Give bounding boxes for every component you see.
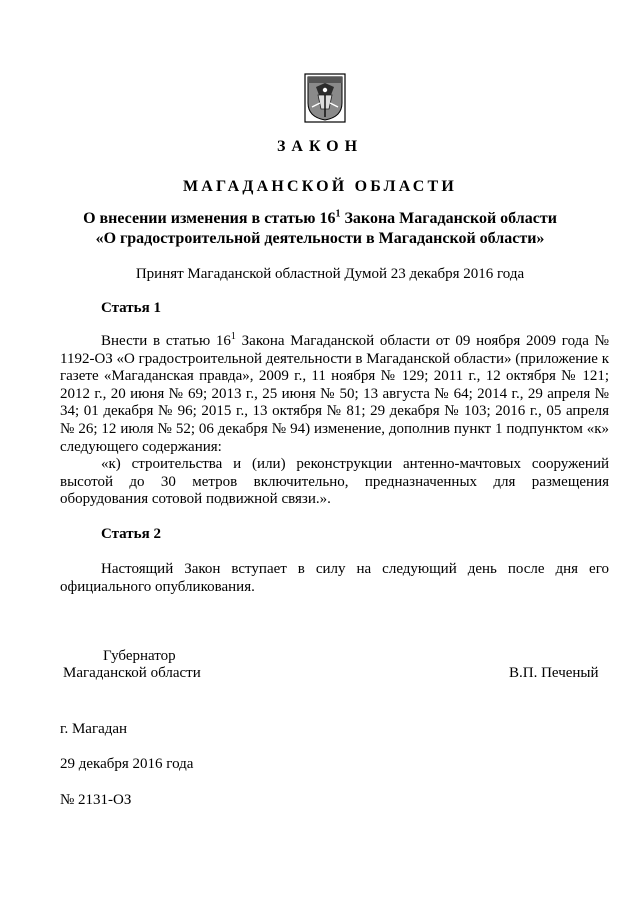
signatory-position: Губернатор	[103, 648, 176, 664]
superscript: 1	[335, 208, 341, 220]
article-2-body	[60, 561, 609, 596]
law-subtitle	[0, 209, 640, 249]
paragraph-text: Закона Магаданской области от 09 ноября 2009 года № 1192-ОЗ «О градостроительной деятельности в Магаданской области» (приложение к газете «Магаданская правда», 2009 г., 11 ноября № 129; 2011 г., 12 октября № 121; 2012 г., 20 июня № 69; 2013 г., 25 июня № 50; 13 августа № 64; 2014 г., 29 апреля № 34; 01 декабря № 96; 2015 г., 13 октября № 81; 29 декабря № 103; 2016 г., 05 апреля № 26; 12 июля № 52; 06 декабря № 94) изменение, дополнив пункт 1 подпунктом «к» следующего содержания:	[60, 333, 609, 455]
paragraph-text: Внести в статью 16	[101, 333, 231, 349]
signing-date: 29 декабря 2016 года	[60, 756, 194, 772]
article-1-body	[60, 333, 609, 509]
magadan-coat-of-arms-icon	[304, 73, 346, 123]
signatory-region: Магаданской области	[63, 665, 201, 681]
law-title: ЗАКОН	[276, 138, 364, 155]
subtitle-text: О внесении изменения в статью 16	[83, 210, 336, 227]
subtitle-line-1	[0, 209, 640, 229]
region-title: МАГАДАНСКОЙ ОБЛАСТИ	[182, 178, 458, 195]
law-number: № 2131-ОЗ	[60, 792, 132, 808]
subtitle-line-2: «О градостроительной деятельности в Магаданской области»	[95, 230, 545, 247]
article-1-paragraph	[60, 333, 609, 456]
article-1-heading: Статья 1	[101, 300, 161, 316]
article-2-heading: Статья 2	[101, 526, 161, 542]
signing-city: г. Магадан	[60, 721, 128, 737]
superscript: 1	[230, 331, 236, 342]
article-1-quote: «к) строительства и (или) реконструкции антенно-мачтовых сооружений высотой до 30 метров включительно, предназначенных для размещения оборудования сотовой подвижной связи.».	[60, 456, 609, 508]
article-2-paragraph: Настоящий Закон вступает в силу на следующий день после дня его официального опубликования.	[60, 561, 609, 595]
signatory-name: В.П. Печеный	[509, 665, 599, 681]
subtitle-text: Закона Магаданской области	[340, 210, 557, 227]
adoption-note: Принят Магаданской областной Думой 23 декабря 2016 года	[135, 266, 525, 282]
